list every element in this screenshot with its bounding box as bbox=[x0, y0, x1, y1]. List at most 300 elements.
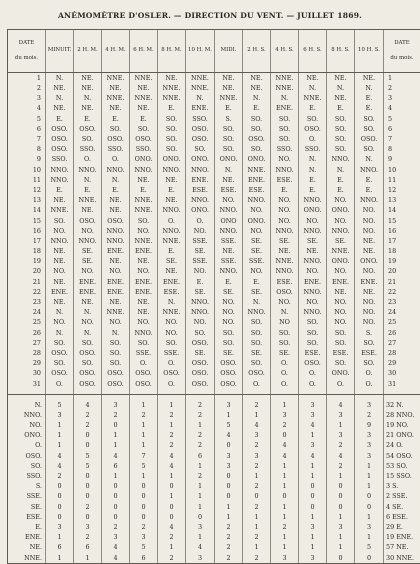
day-row bbox=[8, 93, 420, 103]
day-number: 21 bbox=[8, 277, 46, 287]
day-row bbox=[8, 114, 420, 124]
frequency-cell: 4 bbox=[102, 553, 130, 564]
wind-direction-cell: NO. bbox=[215, 297, 243, 307]
wind-direction-cell: NO. bbox=[243, 226, 271, 236]
direction-label: OSO. bbox=[8, 451, 46, 461]
wind-direction-cell: ONO. bbox=[186, 155, 215, 165]
wind-direction-cell: NNE. bbox=[74, 195, 102, 205]
day-number-right: 15 bbox=[384, 216, 420, 226]
wind-direction-cell: SSO. bbox=[299, 144, 327, 154]
direction-label-right: SSE. bbox=[392, 492, 407, 500]
day-number: 15 bbox=[8, 216, 46, 226]
wind-direction-cell: NE. bbox=[355, 246, 384, 256]
day-number-right: 25 bbox=[384, 318, 420, 328]
frequency-cell: 1 bbox=[186, 461, 215, 471]
wind-direction-cell: ESE. bbox=[215, 185, 243, 195]
wind-direction-cell: SE. bbox=[243, 246, 271, 256]
frequency-cell: 1 bbox=[299, 542, 327, 552]
hour-column-header: MIDI. bbox=[215, 30, 243, 73]
wind-direction-cell: NNE. bbox=[130, 205, 158, 215]
frequency-cell: 0 bbox=[74, 471, 102, 481]
wind-direction-cell: N. bbox=[299, 83, 327, 93]
wind-direction-cell: ENE. bbox=[74, 277, 102, 287]
wind-direction-cell: SO. bbox=[186, 328, 215, 338]
wind-direction-cell: SO. bbox=[102, 348, 130, 358]
wind-direction-cell: N. bbox=[74, 307, 102, 317]
direction-total: 3 bbox=[386, 482, 390, 490]
wind-direction-cell: O. bbox=[355, 379, 384, 389]
day-row bbox=[8, 155, 420, 165]
hour-column-header: 2 H. S. bbox=[243, 30, 271, 73]
frequency-cell: 4 bbox=[74, 400, 102, 410]
frequency-cell: 4 bbox=[271, 441, 299, 451]
frequency-cell: 0 bbox=[102, 481, 130, 491]
wind-direction-cell: ESE. bbox=[271, 277, 299, 287]
wind-direction-cell: NNO. bbox=[186, 307, 215, 317]
wind-direction-cell: OSO. bbox=[46, 348, 74, 358]
frequency-cell: 2 bbox=[46, 471, 74, 481]
wind-direction-cell: O. bbox=[327, 379, 355, 389]
frequency-cell: 5 bbox=[74, 451, 102, 461]
frequency-cell: 1 bbox=[271, 542, 299, 552]
wind-direction-cell: SO. bbox=[74, 338, 102, 348]
wind-direction-cell: OSO. bbox=[102, 134, 130, 144]
wind-direction-cell: E. bbox=[215, 277, 243, 287]
wind-direction-cell: SO. bbox=[355, 358, 384, 368]
frequency-cell: 0 bbox=[215, 441, 243, 451]
wind-direction-cell: SE. bbox=[158, 256, 186, 266]
wind-direction-cell: E. bbox=[102, 114, 130, 124]
wind-direction-cell: SO. bbox=[355, 124, 384, 134]
frequency-cell: 1 bbox=[327, 512, 355, 522]
wind-direction-cell: NE. bbox=[102, 297, 130, 307]
frequency-cell: 1 bbox=[271, 512, 299, 522]
direction-label: NE. bbox=[8, 542, 46, 552]
wind-direction-cell: NE. bbox=[299, 246, 327, 256]
wind-direction-cell: NO bbox=[271, 318, 299, 328]
frequency-cell: 3 bbox=[299, 441, 327, 451]
frequency-cell: 0 bbox=[158, 481, 186, 491]
direction-total: 15 bbox=[386, 472, 394, 480]
wind-direction-cell: SO. bbox=[327, 144, 355, 154]
wind-direction-cell: NO. bbox=[327, 307, 355, 317]
day-number-right: 23 bbox=[384, 297, 420, 307]
wind-direction-cell: E. bbox=[74, 114, 102, 124]
wind-direction-cell: NNO. bbox=[46, 236, 74, 246]
wind-direction-cell: NNO. bbox=[102, 165, 130, 175]
wind-direction-cell: SO. bbox=[186, 144, 215, 154]
wind-direction-cell: SSO. bbox=[271, 144, 299, 154]
wind-direction-cell: NE. bbox=[158, 195, 186, 205]
wind-direction-cell: E. bbox=[327, 104, 355, 114]
day-number: 24 bbox=[8, 307, 46, 317]
hour-column-header: 4 H. S. bbox=[271, 30, 299, 73]
frequency-cell: 4 bbox=[299, 420, 327, 430]
wind-direction-cell: NE. bbox=[158, 267, 186, 277]
wind-direction-cell: NE. bbox=[130, 307, 158, 317]
day-number: 11 bbox=[8, 175, 46, 185]
frequency-cell: 0 bbox=[299, 502, 327, 512]
wind-direction-cell: SE. bbox=[74, 246, 102, 256]
wind-direction-cell: ONO. bbox=[186, 205, 215, 215]
wind-direction-cell: NO. bbox=[299, 297, 327, 307]
direction-total: 53 bbox=[386, 462, 394, 470]
day-row bbox=[8, 195, 420, 205]
wind-direction-cell: NO. bbox=[299, 216, 327, 226]
frequency-cell: 1 bbox=[355, 471, 384, 481]
wind-direction-cell: SSO. bbox=[186, 114, 215, 124]
frequency-cell: 3 bbox=[130, 532, 158, 542]
day-number-right: 29 bbox=[384, 358, 420, 368]
day-number: 1 bbox=[8, 73, 46, 84]
day-number-right: 11 bbox=[384, 175, 420, 185]
frequency-cell: 1 bbox=[186, 481, 215, 491]
wind-direction-cell: SO. bbox=[158, 144, 186, 154]
wind-direction-cell: ONO bbox=[215, 216, 243, 226]
hour-column-header: 8 H. S. bbox=[327, 30, 355, 73]
wind-direction-cell: SE. bbox=[327, 236, 355, 246]
wind-direction-cell: SO. bbox=[102, 358, 130, 368]
wind-direction-cell: OSO. bbox=[46, 144, 74, 154]
wind-direction-cell: NNO. bbox=[186, 297, 215, 307]
wind-direction-cell: NNE. bbox=[271, 73, 299, 84]
wind-direction-cell: NO. bbox=[243, 267, 271, 277]
wind-direction-cell: NNE. bbox=[271, 83, 299, 93]
direction-label: SE. bbox=[8, 502, 46, 512]
wind-direction-cell: E. bbox=[243, 104, 271, 114]
day-number-right: 7 bbox=[384, 134, 420, 144]
wind-direction-cell: NE. bbox=[327, 287, 355, 297]
wind-direction-cell: SO. bbox=[299, 328, 327, 338]
frequency-cell: 1 bbox=[271, 481, 299, 491]
day-row bbox=[8, 246, 420, 256]
wind-direction-cell: NE. bbox=[327, 93, 355, 103]
summary-row bbox=[8, 553, 420, 564]
wind-direction-cell: ESE. bbox=[327, 348, 355, 358]
wind-direction-cell: ESE. bbox=[158, 287, 186, 297]
wind-direction-cell: NE. bbox=[327, 73, 355, 84]
wind-direction-cell: ONO. bbox=[299, 205, 327, 215]
hour-column-header: 2 H. M. bbox=[74, 30, 102, 73]
day-row bbox=[8, 358, 420, 368]
wind-direction-cell: NE. bbox=[271, 246, 299, 256]
frequency-cell: 3 bbox=[102, 400, 130, 410]
frequency-cell: 0 bbox=[299, 481, 327, 491]
wind-direction-cell: E. bbox=[243, 277, 271, 287]
wind-direction-cell: NE. bbox=[130, 256, 158, 266]
day-number-right: 5 bbox=[384, 114, 420, 124]
frequency-cell: 2 bbox=[74, 420, 102, 430]
wind-direction-cell: OSO. bbox=[74, 368, 102, 378]
frequency-cell: 2 bbox=[243, 553, 271, 564]
frequency-cell: 4 bbox=[271, 451, 299, 461]
frequency-cell: 3 bbox=[299, 522, 327, 532]
wind-direction-cell: ONO. bbox=[327, 256, 355, 266]
frequency-cell: 3 bbox=[299, 553, 327, 564]
wind-direction-cell: O. bbox=[74, 155, 102, 165]
summary-row bbox=[8, 400, 420, 410]
day-row bbox=[8, 104, 420, 114]
day-row bbox=[8, 338, 420, 348]
frequency-cell: 1 bbox=[158, 492, 186, 502]
frequency-cell: 2 bbox=[74, 410, 102, 420]
wind-direction-cell: E. bbox=[158, 104, 186, 114]
wind-direction-cell: ENE. bbox=[102, 287, 130, 297]
date-column-header-right: DATE du mois. bbox=[384, 30, 420, 73]
frequency-cell: 0 bbox=[102, 420, 130, 430]
frequency-cell: 1 bbox=[299, 461, 327, 471]
wind-direction-cell: NO. bbox=[215, 318, 243, 328]
day-row bbox=[8, 328, 420, 338]
wind-direction-cell: NNO. bbox=[46, 165, 74, 175]
wind-direction-cell: ENE. bbox=[130, 246, 158, 256]
wind-direction-cell: NNO. bbox=[299, 195, 327, 205]
day-number-right: 13 bbox=[384, 195, 420, 205]
wind-direction-cell: OSO. bbox=[74, 379, 102, 389]
wind-direction-cell: NO. bbox=[355, 205, 384, 215]
day-number-right: 24 bbox=[384, 307, 420, 317]
frequency-cell: 1 bbox=[327, 542, 355, 552]
day-number-right: 17 bbox=[384, 236, 420, 246]
day-row bbox=[8, 318, 420, 328]
frequency-cell: 0 bbox=[355, 492, 384, 502]
frequency-cell: 1 bbox=[299, 471, 327, 481]
day-number-right: 12 bbox=[384, 185, 420, 195]
wind-direction-cell: OSO. bbox=[130, 379, 158, 389]
frequency-cell: 2 bbox=[158, 532, 186, 542]
frequency-cell: 4 bbox=[327, 400, 355, 410]
day-number: 26 bbox=[8, 328, 46, 338]
wind-direction-cell: SO. bbox=[215, 124, 243, 134]
wind-direction-cell: NO. bbox=[46, 267, 74, 277]
wind-direction-cell: SO. bbox=[102, 338, 130, 348]
wind-direction-cell: ESE. bbox=[186, 185, 215, 195]
wind-direction-cell: NO. bbox=[327, 195, 355, 205]
wind-direction-cell: NE. bbox=[46, 256, 74, 266]
wind-direction-cell: NO. bbox=[355, 216, 384, 226]
wind-direction-cell: SO. bbox=[271, 328, 299, 338]
direction-label: ESE. bbox=[8, 512, 46, 522]
frequency-cell: 1 bbox=[158, 420, 186, 430]
frequency-cell: 1 bbox=[299, 532, 327, 542]
hour-column-header: 6 H. M. bbox=[130, 30, 158, 73]
wind-direction-cell: OSO. bbox=[355, 134, 384, 144]
wind-direction-cell: NNO. bbox=[102, 236, 130, 246]
summary-row bbox=[8, 441, 420, 451]
wind-direction-cell: ESE. bbox=[355, 348, 384, 358]
frequency-cell: 1 bbox=[102, 430, 130, 440]
wind-direction-cell: N. bbox=[243, 93, 271, 103]
frequency-cell: 2 bbox=[130, 522, 158, 532]
frequency-cell: 2 bbox=[215, 532, 243, 542]
wind-direction-cell: NNO. bbox=[215, 205, 243, 215]
wind-direction-cell: NE. bbox=[102, 256, 130, 266]
direction-total: 32 bbox=[386, 401, 394, 409]
summary-row bbox=[8, 481, 420, 491]
frequency-cell: 4 bbox=[102, 542, 130, 552]
page-title: ANÉMOMÈTRE D'OSLER. — DIRECTION DU VENT. — JUILLET 1869. bbox=[0, 11, 420, 20]
wind-direction-cell: ONO. bbox=[215, 155, 243, 165]
wind-direction-cell: NNE. bbox=[243, 165, 271, 175]
frequency-cell: 0 bbox=[327, 492, 355, 502]
wind-direction-cell: ONO. bbox=[243, 155, 271, 165]
wind-direction-cell: SE. bbox=[186, 287, 215, 297]
frequency-cell: 6 bbox=[102, 461, 130, 471]
wind-direction-cell: NO. bbox=[130, 267, 158, 277]
wind-direction-cell: NNO. bbox=[299, 256, 327, 266]
wind-direction-cell: NE. bbox=[74, 104, 102, 114]
wind-direction-cell: ENE. bbox=[74, 287, 102, 297]
direction-total: 57 bbox=[386, 543, 394, 551]
day-number-right: 3 bbox=[384, 93, 420, 103]
frequency-cell: 0 bbox=[158, 512, 186, 522]
frequency-cell: 3 bbox=[271, 553, 299, 564]
direction-total: 19 bbox=[386, 533, 394, 541]
wind-direction-cell: NNE. bbox=[158, 307, 186, 317]
frequency-cell: 1 bbox=[130, 420, 158, 430]
day-number-right: 18 bbox=[384, 246, 420, 256]
frequency-cell: 4 bbox=[299, 451, 327, 461]
wind-direction-cell: SO. bbox=[158, 134, 186, 144]
frequency-cell: 3 bbox=[355, 522, 384, 532]
summary-row bbox=[8, 512, 420, 522]
frequency-cell: 2 bbox=[243, 502, 271, 512]
wind-direction-cell: OSO. bbox=[102, 368, 130, 378]
wind-direction-cell: SSO. bbox=[46, 155, 74, 165]
frequency-cell: 1 bbox=[327, 532, 355, 542]
wind-direction-cell: O. bbox=[299, 379, 327, 389]
wind-direction-cell: ENE. bbox=[46, 287, 74, 297]
frequency-cell: 1 bbox=[243, 512, 271, 522]
frequency-cell: 2 bbox=[243, 532, 271, 542]
day-number: 19 bbox=[8, 256, 46, 266]
day-number: 18 bbox=[8, 246, 46, 256]
wind-direction-cell: NO. bbox=[327, 297, 355, 307]
frequency-cell: 6 bbox=[130, 553, 158, 564]
direction-total-cell bbox=[384, 502, 420, 512]
wind-direction-cell: SO. bbox=[299, 114, 327, 124]
wind-direction-cell: NE. bbox=[158, 175, 186, 185]
day-row bbox=[8, 83, 420, 93]
wind-direction-cell: OSO. bbox=[299, 124, 327, 134]
direction-total-cell bbox=[384, 512, 420, 522]
hour-column-header: 8 H. M. bbox=[158, 30, 186, 73]
wind-direction-cell: NO. bbox=[46, 226, 74, 236]
wind-direction-cell: O. bbox=[46, 379, 74, 389]
wind-direction-cell: N. bbox=[102, 328, 130, 338]
frequency-cell: 1 bbox=[102, 471, 130, 481]
day-number: 28 bbox=[8, 348, 46, 358]
day-number: 12 bbox=[8, 185, 46, 195]
frequency-cell: 1 bbox=[327, 471, 355, 481]
frequency-cell: 2 bbox=[271, 420, 299, 430]
wind-direction-cell: SSO. bbox=[102, 144, 130, 154]
frequency-cell: 7 bbox=[130, 451, 158, 461]
wind-direction-cell: SO. bbox=[102, 124, 130, 134]
wind-direction-cell: N. bbox=[215, 165, 243, 175]
day-row bbox=[8, 379, 420, 389]
frequency-cell: 0 bbox=[74, 430, 102, 440]
frequency-cell: 0 bbox=[215, 481, 243, 491]
wind-direction-cell: NNE. bbox=[158, 236, 186, 246]
day-number-right: 26 bbox=[384, 328, 420, 338]
frequency-cell: 0 bbox=[215, 492, 243, 502]
wind-direction-cell: ENE. bbox=[243, 175, 271, 185]
frequency-cell: 5 bbox=[46, 400, 74, 410]
wind-direction-cell: S. bbox=[355, 328, 384, 338]
direction-label-right: SO. bbox=[396, 462, 407, 470]
frequency-cell: 1 bbox=[186, 502, 215, 512]
summary-row bbox=[8, 471, 420, 481]
frequency-cell: 2 bbox=[158, 430, 186, 440]
wind-direction-cell: NE. bbox=[215, 83, 243, 93]
day-number: 17 bbox=[8, 236, 46, 246]
wind-direction-cell: SO. bbox=[74, 358, 102, 368]
wind-direction-cell: E. bbox=[355, 185, 384, 195]
wind-direction-cell: NE. bbox=[130, 175, 158, 185]
wind-direction-cell: NE. bbox=[46, 297, 74, 307]
wind-direction-cell: N. bbox=[102, 175, 130, 185]
direction-total: 29 bbox=[386, 523, 394, 531]
wind-direction-cell: NNO. bbox=[130, 328, 158, 338]
frequency-cell: 3 bbox=[327, 410, 355, 420]
wind-direction-cell: ESE. bbox=[299, 348, 327, 358]
wind-direction-cell: ENE. bbox=[186, 175, 215, 185]
summary-row bbox=[8, 461, 420, 471]
wind-direction-cell: NO. bbox=[74, 226, 102, 236]
wind-direction-cell: NE. bbox=[299, 73, 327, 84]
frequency-cell: 1 bbox=[243, 410, 271, 420]
summary-row bbox=[8, 502, 420, 512]
frequency-cell: 1 bbox=[299, 430, 327, 440]
wind-direction-cell: OSO. bbox=[74, 348, 102, 358]
wind-direction-cell: NNE. bbox=[46, 205, 74, 215]
wind-direction-cell: OSO. bbox=[74, 216, 102, 226]
frequency-cell: 3 bbox=[299, 400, 327, 410]
frequency-cell: 2 bbox=[186, 430, 215, 440]
frequency-cell: 1 bbox=[46, 420, 74, 430]
wind-direction-cell: NNO. bbox=[243, 195, 271, 205]
wind-direction-cell: S. bbox=[215, 114, 243, 124]
wind-direction-cell: O. bbox=[186, 216, 215, 226]
wind-direction-cell: NE. bbox=[46, 246, 74, 256]
wind-direction-cell: E. bbox=[158, 185, 186, 195]
frequency-cell: 0 bbox=[74, 492, 102, 502]
wind-direction-cell: ONO. bbox=[327, 205, 355, 215]
wind-direction-cell: SE. bbox=[243, 348, 271, 358]
wind-direction-cell: NO. bbox=[46, 318, 74, 328]
direction-label: NNO. bbox=[8, 410, 46, 420]
wind-direction-cell: OSO. bbox=[102, 379, 130, 389]
wind-direction-cell: E. bbox=[355, 175, 384, 185]
day-row bbox=[8, 267, 420, 277]
direction-label-right: NE. bbox=[396, 543, 408, 551]
frequency-cell: 1 bbox=[355, 512, 384, 522]
frequency-cell: 0 bbox=[130, 481, 158, 491]
wind-direction-cell: ONO. bbox=[327, 368, 355, 378]
frequency-cell: 0 bbox=[46, 481, 74, 491]
wind-direction-cell: SO. bbox=[327, 134, 355, 144]
day-number-right: 9 bbox=[384, 155, 420, 165]
wind-direction-cell: OSO. bbox=[215, 358, 243, 368]
day-number-right: 27 bbox=[384, 338, 420, 348]
frequency-cell: 1 bbox=[271, 400, 299, 410]
wind-direction-cell: SSE. bbox=[215, 236, 243, 246]
day-row bbox=[8, 144, 420, 154]
frequency-cell: 3 bbox=[243, 430, 271, 440]
summary-row bbox=[8, 430, 420, 440]
direction-label-right: ONO. bbox=[396, 431, 414, 439]
